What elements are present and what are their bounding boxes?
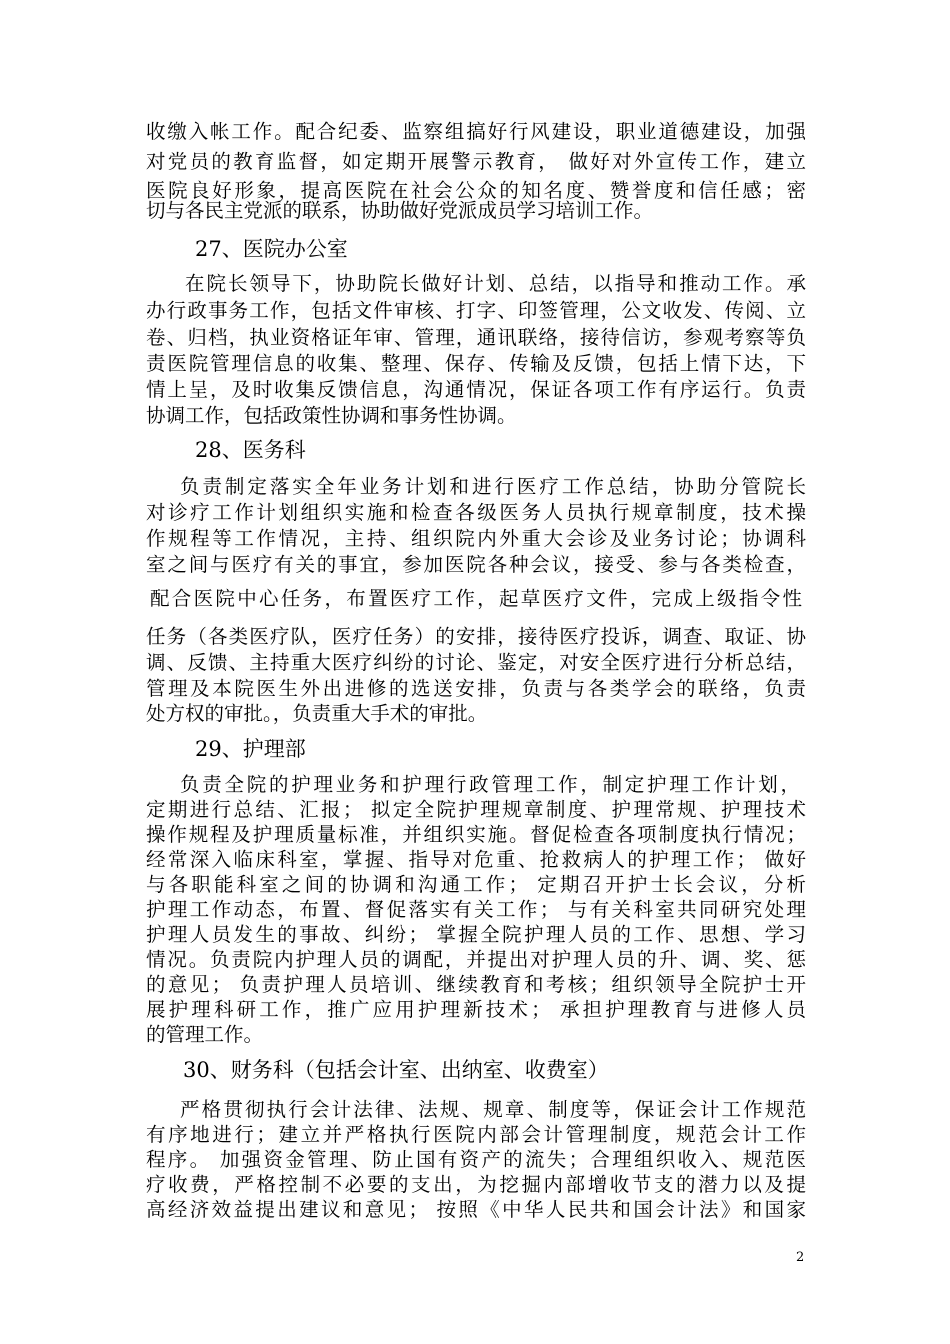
text-line: 协调工作，包括政策性协调和事务性协调。 <box>146 404 517 427</box>
text-line: 的管理工作。 <box>146 1023 264 1046</box>
text-line: 护理工作动态，布置、督促落实有关工作； 与有关科室共同研究处理 <box>146 898 806 921</box>
text-line: 定期进行总结、汇报； 拟定全院护理规章制度、护理常规、护理技术 <box>146 798 806 821</box>
text-line: 室之间与医疗有关的事宜，参加医院各种会议，接受、参与各类检查， <box>146 553 806 576</box>
text-line: 负责制定落实全年业务计划和进行医疗工作总结，协助分管院长 <box>180 475 806 498</box>
text-line: 切与各民主党派的联系，协助做好党派成员学习培训工作。 <box>146 199 654 222</box>
text-line: 情上呈，及时收集反馈信息，沟通情况，保证各项工作有序运行。负责 <box>146 378 806 401</box>
text-line: 对党员的教育监督，如定期开展警示教育， 做好对外宣传工作，建立 <box>146 150 806 173</box>
text-line: 严格贯彻执行会计法律、法规、规章、制度等，保证会计工作规范 <box>180 1098 806 1121</box>
text-line: 责医院管理信息的收集、整理、保存、传输及反馈，包括上情下达，下 <box>146 352 806 375</box>
text-line: 办行政事务工作，包括文件审核、打字、印签管理，公文收发、传阅、立 <box>146 299 806 322</box>
text-line: 负责全院的护理业务和护理行政管理工作，制定护理工作计划， <box>180 773 800 796</box>
section-heading-29: 29、护理部 <box>195 737 306 761</box>
text-line: 作规程等工作情况，主持、组织院内外重大会诊及业务讨论；协调科 <box>146 527 806 550</box>
text-line: 高经济效益提出建议和意见； 按照《中华人民共和国会计法》和国家 <box>146 1198 806 1221</box>
text-line: 医院良好形象，提高医院在社会公众的知名度、赞誉度和信任感；密 <box>146 179 806 202</box>
text-line: 与各职能科室之间的协调和沟通工作； 定期召开护士长会议，分析 <box>146 873 806 896</box>
section-heading-28: 28、医务科 <box>195 438 306 462</box>
text-line: 的意见； 负责护理人员培训、继续教育和考核；组织领导全院护士开 <box>146 973 806 996</box>
text-line: 操作规程及护理质量标准，并组织实施。督促检查各项制度执行情况； <box>146 823 806 846</box>
text-line: 程序。 加强资金管理、防止国有资产的流失；合理组织收入、规范医 <box>146 1148 806 1171</box>
text-line: 收缴入帐工作。配合纪委、监察组搞好行风建设，职业道德建设，加强 <box>146 120 806 143</box>
text-line: 护理人员发生的事故、纠纷； 掌握全院护理人员的工作、思想、学习 <box>146 923 806 946</box>
text-line: 经常深入临床科室，掌握、指导对危重、抢救病人的护理工作； 做好 <box>146 848 806 871</box>
section-heading-30: 30、财务科（包括会计室、出纳室、收费室） <box>183 1058 609 1082</box>
text-line: 有序地进行；建立并严格执行医院内部会计管理制度，规范会计工作 <box>146 1123 806 1146</box>
text-line: 调、反馈、主持重大医疗纠纷的讨论、鉴定，对安全医疗进行分析总结， <box>146 651 806 674</box>
text-line: 任务（各类医疗队，医疗任务）的安排，接待医疗投诉，调查、取证、协 <box>146 625 806 648</box>
section-heading-27: 27、医院办公室 <box>195 237 348 261</box>
text-line: 展护理科研工作，推广应用护理新技术； 承担护理教育与进修人员 <box>146 998 806 1021</box>
text-line: 情况。负责院内护理人员的调配，并提出对护理人员的升、调、奖、惩 <box>146 948 806 971</box>
page-number: 2 <box>796 1250 805 1265</box>
text-line: 配合医院中心任务，布置医疗工作，起草医疗文件，完成上级指令性 <box>150 587 802 610</box>
text-line: 疗收费，严格控制不必要的支出，为挖掘内部增收节支的潜力以及提 <box>146 1173 806 1196</box>
text-line: 对诊疗工作计划组织实施和检查各级医务人员执行规章制度，技术操 <box>146 501 806 524</box>
text-line: 处方权的审批。，负责重大手术的审批。 <box>146 702 488 725</box>
text-line: 在院长领导下，协助院长做好计划、总结，以指导和推动工作。承 <box>185 272 806 295</box>
text-line: 卷、归档，执业资格证年审、管理，通讯联络，接待信访，参观考察等负 <box>146 326 806 349</box>
text-line: 管理及本院医生外出进修的选送安排，负责与各类学会的联络，负责 <box>146 677 806 700</box>
